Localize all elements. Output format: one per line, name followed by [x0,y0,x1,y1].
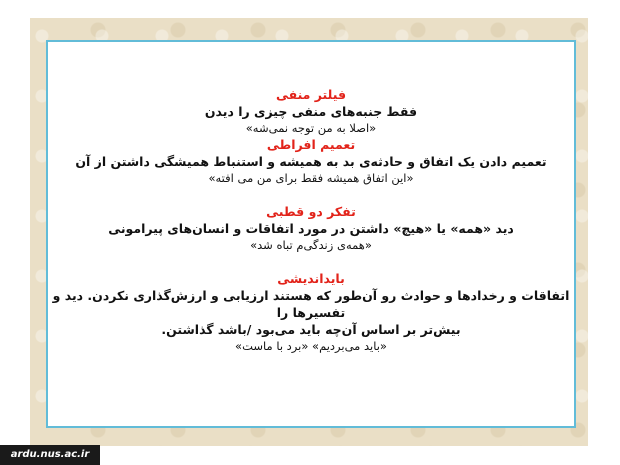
section-quote: «باید می‌بردیم» «برد با ماست» [235,339,387,353]
section-overgeneralization [48,136,574,186]
section-quote: «این اتفاق همیشه فقط برای من می افته» [208,171,414,185]
section-heading: بایداندیشی [277,271,345,286]
section-text: بیش‌تر بر اساس آن‌چه باید می‌بود /باشد گذاشتن. [161,322,461,337]
section-polarized-thinking [48,203,574,253]
section-text: فقط جنبه‌های منفی چیزی را دیدن [204,104,418,119]
section-negative-filter [48,86,574,136]
content-card [46,40,576,428]
section-heading: تعمیم افراطی [266,137,356,152]
section-should-thinking [48,270,574,354]
section-quote: «همه‌ی زندگی‌م تباه شد» [250,238,372,252]
spacer [48,253,574,270]
section-quote: «اصلا به من توجه نمی‌شه» [245,121,377,135]
text-content [48,86,574,354]
section-text: دید «همه» یا «هیچ» داشتن در مورد اتفاقات و انسان‌های پیرامونی [108,221,514,236]
section-text: اتفاقات و رخدادها و حوادث رو آن‌طور که هستند ارزیابی و ارزش‌گذاری نکردن. دید و تفسیرها را [52,288,570,320]
spacer [48,186,574,203]
section-text: تعمیم دادن یک اتفاق و حادثه‌ی بد به همیشه و استنباط همیشگی داشتن از آن [75,154,547,169]
section-heading: فیلتر منفی [275,87,347,102]
section-heading: تفکر دو قطبی [266,204,356,219]
site-watermark: ardu.nus.ac.ir [0,445,100,465]
